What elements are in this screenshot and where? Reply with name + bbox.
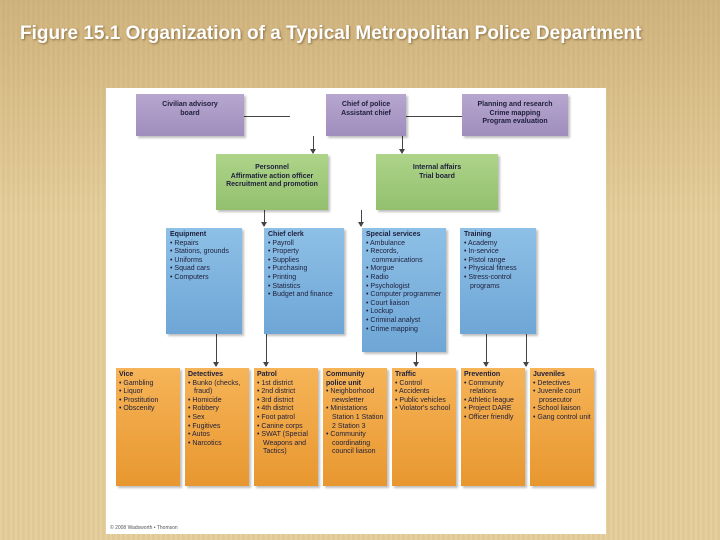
chief-clerk-box-item: • Property (268, 248, 340, 257)
patrol-box-item: • 3rd district (257, 397, 315, 406)
equipment-box-item: • Computers (170, 274, 238, 283)
copyright-notice: © 2008 Wadsworth • Thomson (110, 525, 178, 531)
chief-clerk-box-item: • Payroll (268, 240, 340, 249)
special-services-box-item: • Lockup (366, 308, 442, 317)
juveniles-box-item: • Gang control unit (533, 414, 591, 423)
chief-of-police-box-line: Assistant chief (341, 109, 391, 117)
patrol-box-item: • 1st district (257, 380, 315, 389)
special-services-box-item: • Court liaison (366, 300, 442, 309)
training-box-item: • Stress-control programs (464, 274, 532, 291)
personnel-box-line: Personnel (255, 164, 289, 171)
equipment-box-item: • Stations, grounds (170, 248, 238, 257)
juveniles-box-heading: Juveniles (533, 371, 565, 378)
traffic-box-item: • Control (395, 380, 453, 389)
arrow-blue-5 (523, 362, 529, 367)
equipment-box-heading: Equipment (170, 231, 207, 238)
arrow-to-special-services (358, 222, 364, 227)
training-box-item: • Physical fitness (464, 265, 532, 274)
vice-box (116, 368, 180, 486)
planning-research-box-line: Planning and research (477, 101, 553, 108)
community-police-unit-box-heading: Community police unit (326, 371, 365, 387)
vice-box-item: • Obscenity (119, 405, 177, 414)
chief-of-police-box-line: Chief of police (341, 101, 391, 108)
planning-research-box (462, 94, 568, 136)
special-services-box (362, 228, 446, 352)
prevention-box-item: • Athletic league (464, 397, 522, 406)
connector-top-h2 (406, 116, 462, 117)
juveniles-box (530, 368, 594, 486)
training-box-item: • In-service (464, 248, 532, 257)
civilian-advisory-board-box-line: Civilian advisory (162, 101, 218, 108)
personnel-box (216, 154, 328, 210)
community-police-unit-box (323, 368, 387, 486)
chief-clerk-box-item: • Supplies (268, 257, 340, 266)
civilian-advisory-board-box (136, 94, 244, 136)
community-police-unit-box-item: • Neighborhood newsletter (326, 388, 384, 405)
special-services-box-item: • Ambulance (366, 240, 442, 249)
arrow-to-chief-clerk (261, 222, 267, 227)
patrol-box (254, 368, 318, 486)
prevention-box-item: • Project DARE (464, 405, 522, 414)
equipment-box (166, 228, 242, 334)
detectives-box-item: • Narcotics (188, 440, 246, 449)
patrol-box-item: • Canine corps (257, 423, 315, 432)
arrow-blue-3 (413, 362, 419, 367)
traffic-box-heading: Traffic (395, 371, 417, 378)
detectives-box-item: • Robbery (188, 405, 246, 414)
vice-box-item: • Prostitution (119, 397, 177, 406)
detectives-box-item: • Fugitives (188, 423, 246, 432)
chief-clerk-box-item: • Printing (268, 274, 340, 283)
training-box-heading: Training (464, 231, 492, 238)
juveniles-box-item: • School liaison (533, 405, 591, 414)
patrol-box-item: • 2nd district (257, 388, 315, 397)
equipment-box-item: • Squad cars (170, 265, 238, 274)
traffic-box-item: • Accidents (395, 388, 453, 397)
training-box-item: • Pistol range (464, 257, 532, 266)
internal-affairs-box-line: Trial board (419, 172, 455, 180)
juveniles-box-item: • Detectives (533, 380, 591, 389)
special-services-box-item: • Morgue (366, 265, 442, 274)
chief-clerk-box (264, 228, 344, 334)
special-services-box-item: • Records, communications (366, 248, 442, 265)
chief-clerk-box-item: • Budget and finance (268, 291, 340, 300)
special-services-box-heading: Special services (366, 231, 421, 238)
chief-clerk-box-item: • Purchasing (268, 265, 340, 274)
prevention-box-item: • Officer friendly (464, 414, 522, 423)
prevention-box (461, 368, 525, 486)
patrol-box-heading: Patrol (257, 371, 277, 378)
personnel-box-line: Recruitment and promotion (226, 181, 318, 189)
vice-box-item: • Liquor (119, 388, 177, 397)
detectives-box-item: • Sex (188, 414, 246, 423)
community-police-unit-box-item: • Community coordinating council liaison (326, 431, 384, 457)
planning-research-box-line: Crime mapping (489, 109, 541, 117)
chief-clerk-box-item: • Statistics (268, 283, 340, 292)
vice-box-item: • Gambling (119, 380, 177, 389)
patrol-box-item: • Foot patrol (257, 414, 315, 423)
detectives-box-item: • Autos (188, 431, 246, 440)
detectives-box (185, 368, 249, 486)
special-services-box-item: • Radio (366, 274, 442, 283)
traffic-box-item: • Violator's school (395, 405, 453, 414)
special-services-box-item: • Computer programmer (366, 291, 442, 300)
slide-title: Figure 15.1 Organization of a Typical Metropolitan Police Department (20, 23, 642, 44)
equipment-box-item: • Repairs (170, 240, 238, 249)
detectives-box-heading: Detectives (188, 371, 224, 378)
personnel-box-line: Affirmative action officer (230, 172, 314, 180)
internal-affairs-box (376, 154, 498, 210)
equipment-box-item: • Uniforms (170, 257, 238, 266)
traffic-box-item: • Public vehicles (395, 397, 453, 406)
arrow-blue-1 (213, 362, 219, 367)
traffic-box (392, 368, 456, 486)
detectives-box-item: • Bunko (checks, fraud) (188, 380, 246, 397)
training-box-item: • Academy (464, 240, 532, 249)
detectives-box-item: • Homicide (188, 397, 246, 406)
juveniles-box-item: • Juvenile court prosecutor (533, 388, 591, 405)
civilian-advisory-board-box-line: board (180, 109, 200, 117)
arrow-blue-2 (263, 362, 269, 367)
special-services-box-item: • Criminal analyst (366, 317, 442, 326)
chief-clerk-box-heading: Chief clerk (268, 231, 304, 238)
prevention-box-heading: Prevention (464, 371, 501, 378)
special-services-box-item: • Crime mapping (366, 326, 442, 335)
patrol-box-item: • SWAT (Special Weapons and Tactics) (257, 431, 315, 457)
connector-top-h (244, 116, 290, 117)
vice-box-heading: Vice (119, 371, 134, 378)
planning-research-box-line: Program evaluation (482, 118, 548, 126)
org-chart (106, 88, 606, 534)
prevention-box-item: • Community relations (464, 380, 522, 397)
special-services-box-item: • Psychologist (366, 283, 442, 292)
training-box (460, 228, 536, 334)
patrol-box-item: • 4th district (257, 405, 315, 414)
community-police-unit-box-item: • Ministations Station 1 Station 2 Station 3 (326, 405, 384, 431)
chief-of-police-box (326, 94, 406, 136)
arrow-blue-4 (483, 362, 489, 367)
internal-affairs-box-line: Internal affairs (412, 164, 462, 171)
